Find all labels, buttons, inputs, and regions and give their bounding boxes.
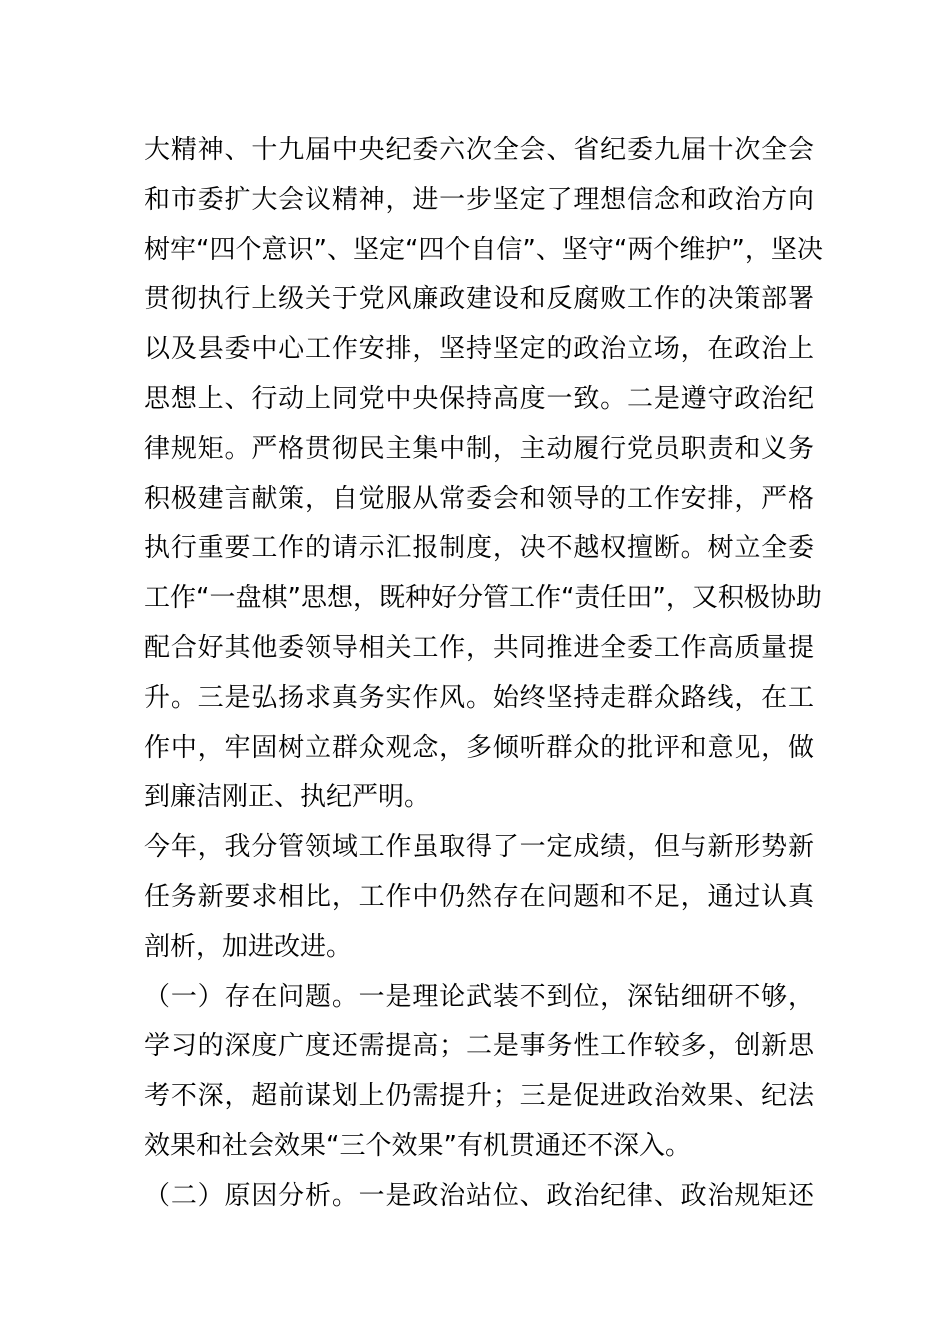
text-line: 考不深，超前谋划上仍需提升；三是促进政治效果、纪法 bbox=[144, 1081, 814, 1112]
text-line: 任务新要求相比，工作中仍然存在问题和不足，通过认真 bbox=[144, 881, 814, 912]
text-line: 作中，牢固树立群众观念，多倾听群众的批评和意见，做 bbox=[144, 732, 814, 763]
text-line: 学习的深度广度还需提高；二是事务性工作较多，创新思 bbox=[144, 1031, 814, 1062]
text-line: 律规矩。严格贯彻民主集中制，主动履行党员职责和义务 bbox=[144, 433, 814, 464]
text-line: 升。三是弘扬求真务实作风。始终坚持走群众路线，在工 bbox=[144, 682, 814, 713]
text-line: 以及县委中心工作安排，坚持坚定的政治立场，在政治上 bbox=[144, 334, 814, 365]
text-line: 配合好其他委领导相关工作，共同推进全委工作高质量提 bbox=[144, 632, 814, 663]
text-line: 执行重要工作的请示汇报制度，决不越权擅断。树立全委 bbox=[144, 533, 814, 564]
text-line: （二）原因分析。一是政治站位、政治纪律、政治规矩还 bbox=[144, 1180, 814, 1211]
text-line: 效果和社会效果“三个效果”有机贯通还不深入。 bbox=[144, 1130, 691, 1161]
text-line: （一）存在问题。一是理论武装不到位，深钻细研不够， bbox=[144, 981, 814, 1012]
text-line: 到廉洁刚正、执纪严明。 bbox=[144, 782, 431, 813]
text-line: 和市委扩大会议精神，进一步坚定了理想信念和政治方向 bbox=[144, 184, 814, 215]
text-line: 思想上、行动上同党中央保持高度一致。二是遵守政治纪 bbox=[144, 383, 814, 414]
text-line: 今年，我分管领域工作虽取得了一定成绩，但与新形势新 bbox=[144, 832, 814, 863]
text-line: 工作“一盘棋”思想，既种好分管工作“责任田”，又积极协助 bbox=[144, 583, 822, 614]
text-line: 剖析，加进改进。 bbox=[144, 931, 353, 962]
text-line: 树牢“四个意识”、坚定“四个自信”、坚守“两个维护”，坚决 bbox=[144, 234, 823, 265]
body-text bbox=[144, 126, 823, 1222]
text-line: 积极建言献策，自觉服从常委会和领导的工作安排，严格 bbox=[144, 483, 814, 514]
text-line: 贯彻执行上级关于党风廉政建设和反腐败工作的决策部署 bbox=[144, 284, 814, 315]
text-line: 大精神、十九届中央纪委六次全会、省纪委九届十次全会 bbox=[144, 135, 814, 165]
